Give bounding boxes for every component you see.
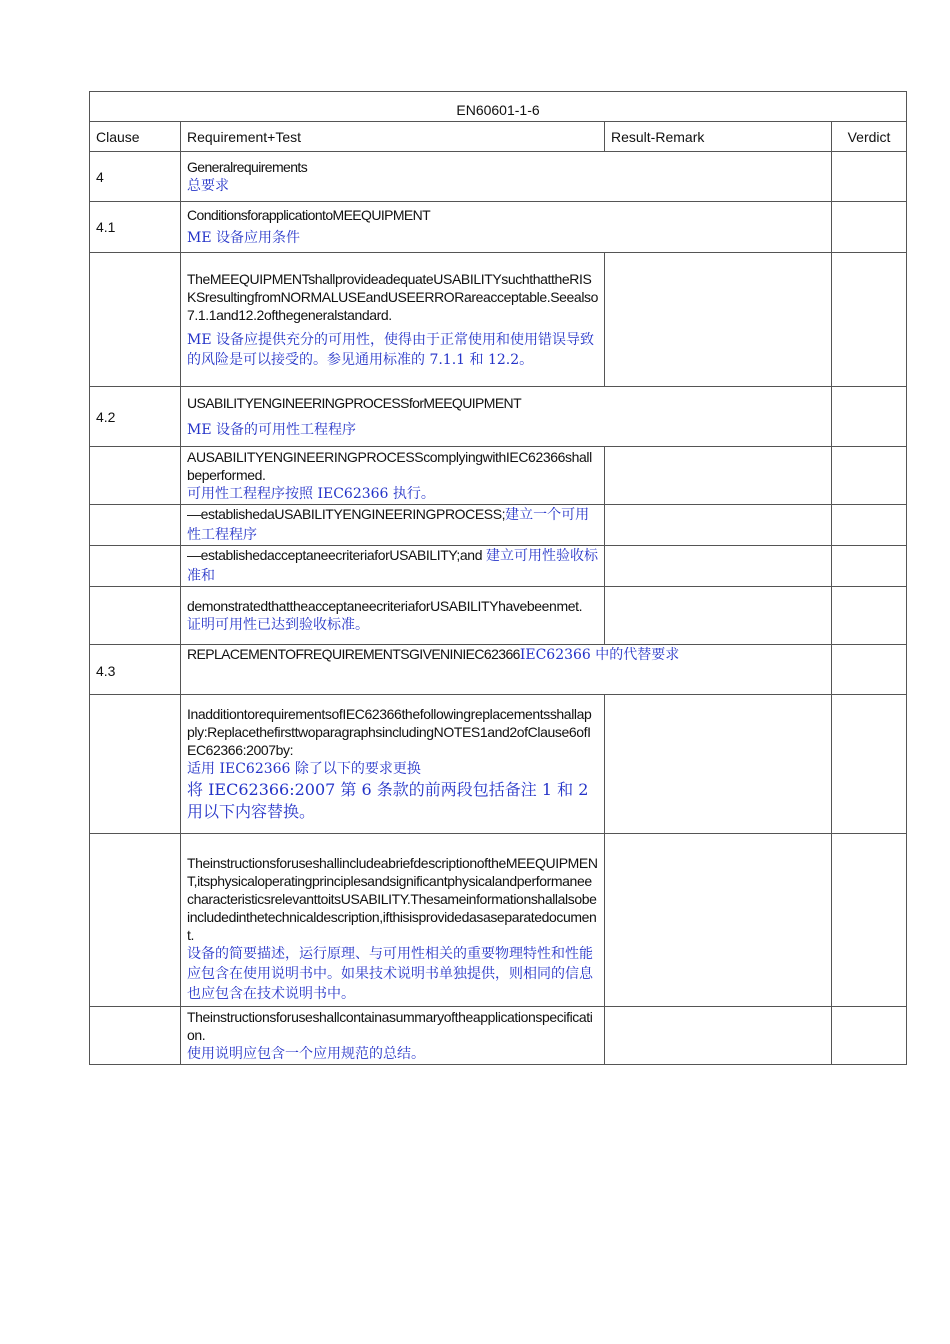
clause-number [90,546,181,587]
header-requirement: Requirement+Test [181,122,605,152]
verdict-cell [832,202,907,253]
requirement-en: InadditiontorequirementsofIEC62366thefollowingreplacementsshallapply:ReplacethefirsttwoparagraphsincludingNOTES1and2ofClause6ofIEC62366:2007by: [187,706,592,758]
requirement-en: Theinstructionsforuseshallcontainasummaryoftheapplicationspecification. [187,1008,593,1043]
requirements-table [89,91,907,1065]
requirement-cell [181,387,832,447]
requirement-zh: ME 设备应用条件 [187,230,301,246]
requirement-en: ConditionsforapplicationtoMEEQUIPMENT [187,207,431,223]
table-row [90,387,907,447]
result-cell [605,505,832,546]
clause-number [90,1007,181,1065]
result-cell [605,587,832,645]
verdict-cell [832,152,907,202]
document-title: EN60601-1-6 [90,92,907,122]
requirement-en: —establishedaUSABILITYENGINEERINGPROCESS; [187,506,506,522]
requirement-zh: ME 设备应提供充分的可用性，使得由于正常使用和使用错误导致的风险是可以接受的。参见通用标准的 7.1.1 和 12.2。 [187,331,595,368]
clause-number [90,695,181,834]
clause-number [90,505,181,546]
verdict-cell [832,505,907,546]
verdict-cell [832,1007,907,1065]
clause-number: 4.3 [90,645,181,695]
result-cell [605,447,832,505]
requirement-en: TheMEEQUIPMENTshallprovideadequateUSABILITYsuchthattheRISKSresultingfromNORMALUSEandUSEERRORareacceptable.Seealso7.1.1and12.2ofthegeneralstandard. [187,270,599,323]
verdict-cell [832,645,907,695]
table-row [90,505,907,546]
requirement-zh: 证明可用性已达到验收标准。 [187,616,369,633]
requirement-cell [181,152,832,202]
requirement-cell [181,202,832,253]
requirement-en: USABILITYENGINEERINGPROCESSforMEEQUIPMENT [187,394,522,411]
requirement-cell [181,587,605,645]
header-verdict: Verdict [832,122,907,152]
requirement-zh: 总要求 [187,177,229,194]
requirement-zh: 建立一个可用性工程程序 [187,507,590,543]
header-row [90,122,907,152]
requirement-cell [181,1007,605,1065]
table-row [90,645,907,695]
table-row [90,546,907,587]
header-clause: Clause [90,122,181,152]
table-row [90,1007,907,1065]
requirement-en: demonstratedthattheacceptaneecriteriaforUSABILITYhavebeenmet. [187,597,583,614]
requirement-zh: 可用性工程程序按照 IEC62366 执行。 [187,485,435,502]
table-row [90,152,907,202]
requirement-cell [181,834,605,1007]
requirement-zh: 设备的简要描述，运行原理、与可用性相关的重要物理特性和性能应包含在使用说明书中。如果技术说明书单独提供，则相同的信息也应包含在技术说明书中。 [187,946,593,1002]
requirement-cell [181,546,605,587]
table-row [90,447,907,505]
header-result: Result-Remark [605,122,832,152]
result-cell [605,834,832,1007]
table-row [90,695,907,834]
result-cell [605,695,832,834]
requirement-zh: 适用 IEC62366 除了以下的要求更换 [187,761,421,777]
verdict-cell [832,253,907,387]
requirement-en: Generalrequirements [187,158,308,175]
requirement-en: —establishedacceptaneecriteriaforUSABILITY;and [187,547,483,563]
verdict-cell [832,447,907,505]
table-row [90,202,907,253]
clause-number [90,834,181,1007]
verdict-cell [832,546,907,587]
table-row [90,587,907,645]
verdict-cell [832,834,907,1007]
clause-number: 4 [90,152,181,202]
requirement-en: REPLACEMENTOFREQUIREMENTSGIVENINIEC62366 [187,646,520,662]
requirement-zh: IEC62366 中的代替要求 [519,647,680,663]
requirement-cell [181,645,832,695]
title-row [90,92,907,122]
requirement-en: TheinstructionsforuseshallincludeabriefdescriptionoftheMEEQUIPMENT,itsphysicaloperatingprinciplesandsignificantphysicalandperformaneecharacteristicsrelevanttoitsUSABILITY.Thesameinformationshallalsobeincludedinthetechnicaldescription,ifthisisprovidedasaseparatedocument. [187,855,598,943]
requirement-cell [181,253,605,387]
clause-number: 4.1 [90,202,181,253]
requirement-zh-replacement: 将 IEC62366:2007 第 6 条款的前两段包括备注 1 和 2 用以下内容替换。 [187,780,589,821]
clause-number [90,447,181,505]
table-row [90,834,907,1007]
requirement-zh: 建立可用性验收标准和 [187,548,598,584]
clause-number [90,253,181,387]
verdict-cell [832,587,907,645]
requirement-cell [181,447,605,505]
requirement-zh: 使用说明应包含一个应用规范的总结。 [187,1045,425,1062]
clause-number [90,587,181,645]
requirement-cell [181,695,605,834]
requirement-en: AUSABILITYENGINEERINGPROCESScomplyingwithIEC62366shallbeperformed. [187,448,592,483]
verdict-cell [832,387,907,447]
requirement-cell [181,505,605,546]
verdict-cell [832,695,907,834]
result-cell [605,1007,832,1065]
result-cell [605,546,832,587]
table-row [90,253,907,387]
clause-number: 4.2 [90,387,181,447]
requirement-zh: ME 设备的可用性工程程序 [187,421,357,438]
result-cell [605,253,832,387]
